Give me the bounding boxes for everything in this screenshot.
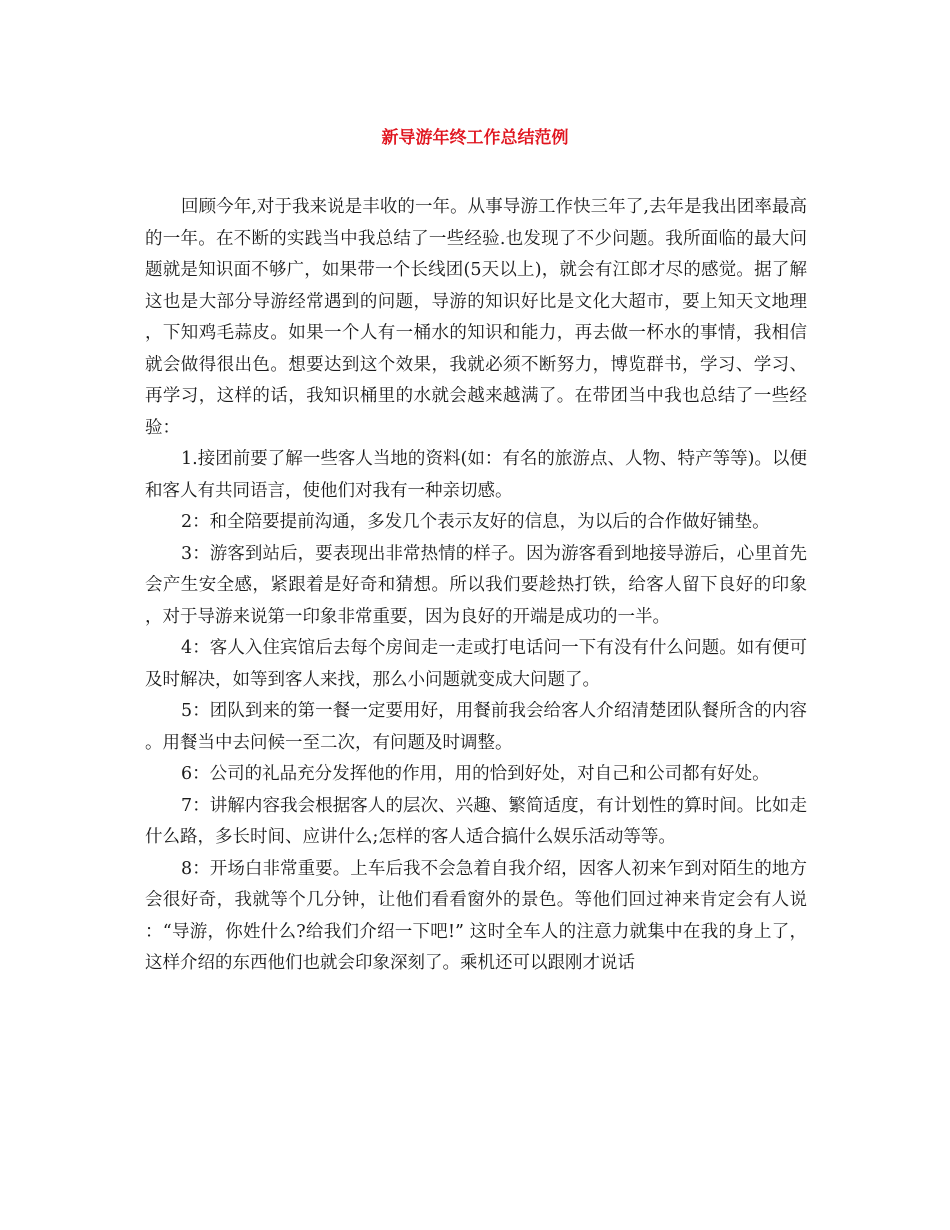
paragraph-item-5: 5：团队到来的第一餐一定要用好，用餐前我会给客人介绍清楚团队餐所含的内容。用餐当中去问候一至二次，有问题及时调整。 (145, 701, 807, 753)
document-title: 新导游年终工作总结范例 (381, 128, 569, 148)
paragraph-item-2: 2：和全陪要提前沟通，多发几个表示友好的信息，为以后的合作做好铺垫。 (181, 512, 770, 532)
paragraph-item-1: 1.接团前要了解一些客人当地的资料(如：有名的旅游点、人物、特产等等)。以便和客人有共同语言，使他们对我有一种亲切感。 (145, 449, 807, 501)
paragraph-item-4: 4：客人入住宾馆后去每个房间走一走或打电话问一下有没有什么问题。如有便可及时解决，如等到客人来找，那么小问题就变成大问题了。 (145, 638, 807, 690)
paragraph-item-8: 8：开场白非常重要。上车后我不会急着自我介绍，因客人初来乍到对陌生的地方会很好奇，我就等个几分钟，让他们看看窗外的景色。等他们回过神来肯定会有人说：“导游，你姓什么?给我们介绍一下吧!” 这时全车人的注意力就集中在我的身上了，这样介绍的东西他们也就会印象深刻了。乘机还可以跟刚才说话 (145, 858, 807, 973)
paragraph-intro: 回顾今年,对于我来说是丰收的一年。从事导游工作快三年了,去年是我出团率最高的一年。在不断的实践当中我总结了一些经验.也发现了不少问题。我所面临的最大问题就是知识面不够广，如果带一个长线团(5天以上)，就会有江郎才尽的感觉。据了解这也是大部分导游经常遇到的问题，导游的知识好比是文化大超市，要上知天文地理，下知鸡毛蒜皮。如果一个人有一桶水的知识和能力，再去做一杯水的事情，我相信就会做得很出色。想要达到这个效果，我就必须不断努力，博览群书，学习、学习、再学习，这样的话，我知识桶里的水就会越来越满了。在带团当中我也总结了一些经验： (145, 197, 807, 438)
paragraph-item-7: 7：讲解内容我会根据客人的层次、兴趣、繁简适度，有计划性的算时间。比如走什么路，多长时间、应讲什么;怎样的客人适合搞什么娱乐活动等等。 (145, 795, 807, 847)
paragraph-item-6: 6：公司的礼品充分发挥他的作用，用的恰到好处，对自己和公司都有好处。 (181, 764, 770, 784)
document-body (145, 192, 807, 980)
paragraph-item-3: 3：游客到站后，要表现出非常热情的样子。因为游客看到地接导游后，心里首先会产生安全感，紧跟着是好奇和猜想。所以我们要趁热打铁，给客人留下良好的印象，对于导游来说第一印象非常重要，因为良好的开端是成功的一半。 (145, 543, 807, 627)
